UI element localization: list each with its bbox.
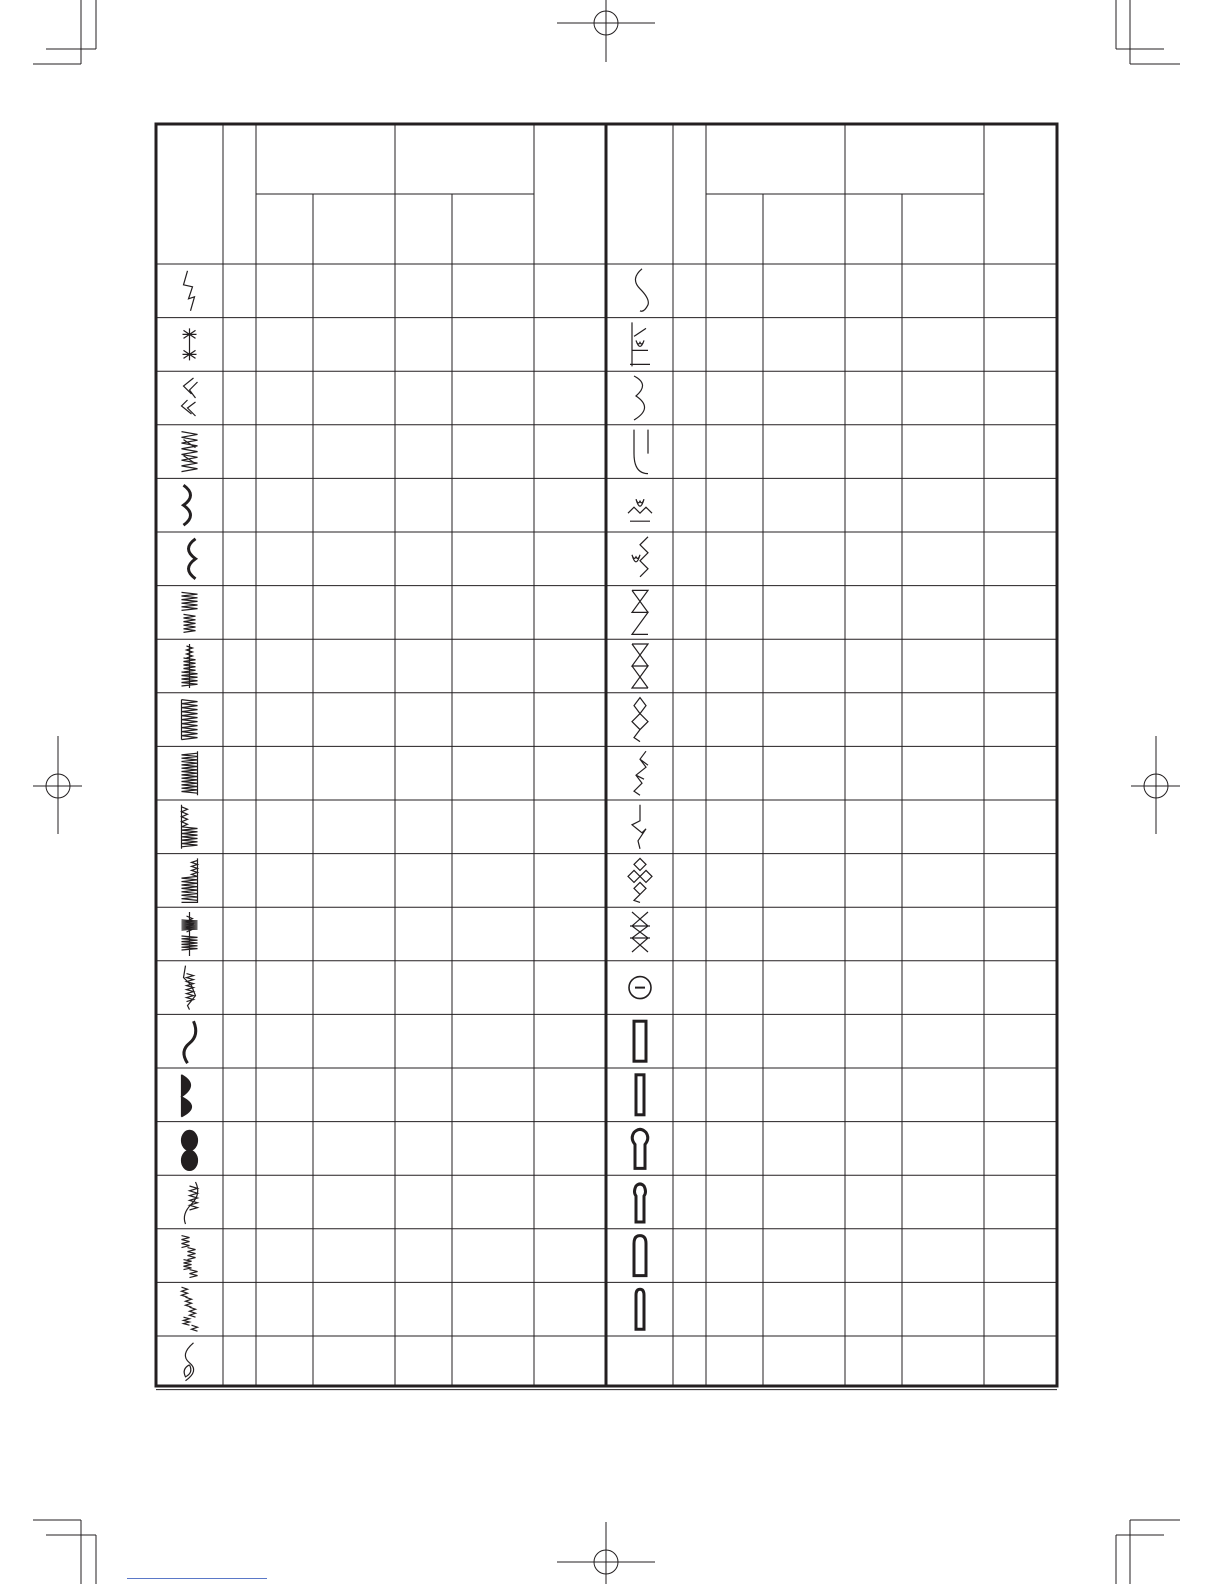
keyhole-buttonhole-icon: [632, 1129, 648, 1168]
chevron-stitch-icon: [182, 378, 198, 416]
tulip-border-stitch-icon: [628, 499, 652, 521]
scallop-curve-right-stitch-icon: [634, 376, 645, 420]
scallop-right-stitch-icon: [184, 485, 191, 525]
zigzag-point-stitch-icon: [632, 805, 646, 849]
diamond-chain-offset-stitch-icon: [634, 751, 648, 795]
leaf-vine-stitch-icon: [184, 1343, 194, 1381]
wave-zigzag-stitch-icon: [184, 966, 196, 1010]
narrow-buttonhole-icon: [636, 1075, 644, 1115]
feather-wave-stitch-icon: [184, 1182, 197, 1224]
serpentine-satin-stitch-icon: [184, 1021, 196, 1063]
s-curve-stitch-icon: [635, 269, 648, 311]
scallop-left-stitch-icon: [189, 539, 196, 579]
step-diagonal-satin-stitch-icon: [182, 1287, 198, 1331]
scallop-curve-left-stitch-icon: [634, 430, 648, 474]
left-panel: [156, 124, 606, 1390]
square-buttonhole-icon: [634, 1021, 646, 1061]
tree-satin-stitch-icon: [182, 644, 198, 688]
button-sewing-icon: [629, 977, 651, 999]
diamond-cluster-stitch-icon: [628, 858, 652, 902]
double-wedge-satin-stitch-icon: [182, 700, 198, 740]
half-moon-satin-stitch-icon: [182, 1075, 192, 1117]
fagoting-stitch-icon: [182, 432, 198, 472]
lightning-stitch-icon: [184, 271, 195, 311]
keyhole-narrow-buttonhole-icon: [635, 1184, 646, 1222]
wave-triangle-stitch-icon: [630, 912, 650, 952]
wedge-left-satin-stitch-icon: [182, 751, 198, 795]
right-panel: [606, 124, 1057, 1390]
round-satin-stitch-icon: [182, 1130, 198, 1170]
tulip-stitch-icon: [630, 322, 650, 366]
cross-star-stitch-icon: [183, 328, 197, 360]
wedge-right-satin-stitch-icon: [182, 805, 198, 849]
triangle-lattice-stitch-icon: [632, 590, 648, 634]
arrowhead-satin-stitch-icon: [182, 592, 198, 632]
diamond-chain-stitch-icon: [632, 698, 648, 742]
tulip-zigzag-stitch-icon: [632, 537, 648, 577]
step-satin-stitch-icon: [182, 1236, 198, 1278]
round-end-buttonhole-icon: [634, 1236, 646, 1276]
wedge-triangle-satin-stitch-icon: [182, 858, 198, 902]
triangle-lattice-double-stitch-icon: [632, 644, 648, 688]
diamond-satin-stitch-icon: [182, 912, 198, 956]
footer-rule: [127, 1578, 267, 1579]
round-end-narrow-buttonhole-icon: [636, 1289, 644, 1329]
